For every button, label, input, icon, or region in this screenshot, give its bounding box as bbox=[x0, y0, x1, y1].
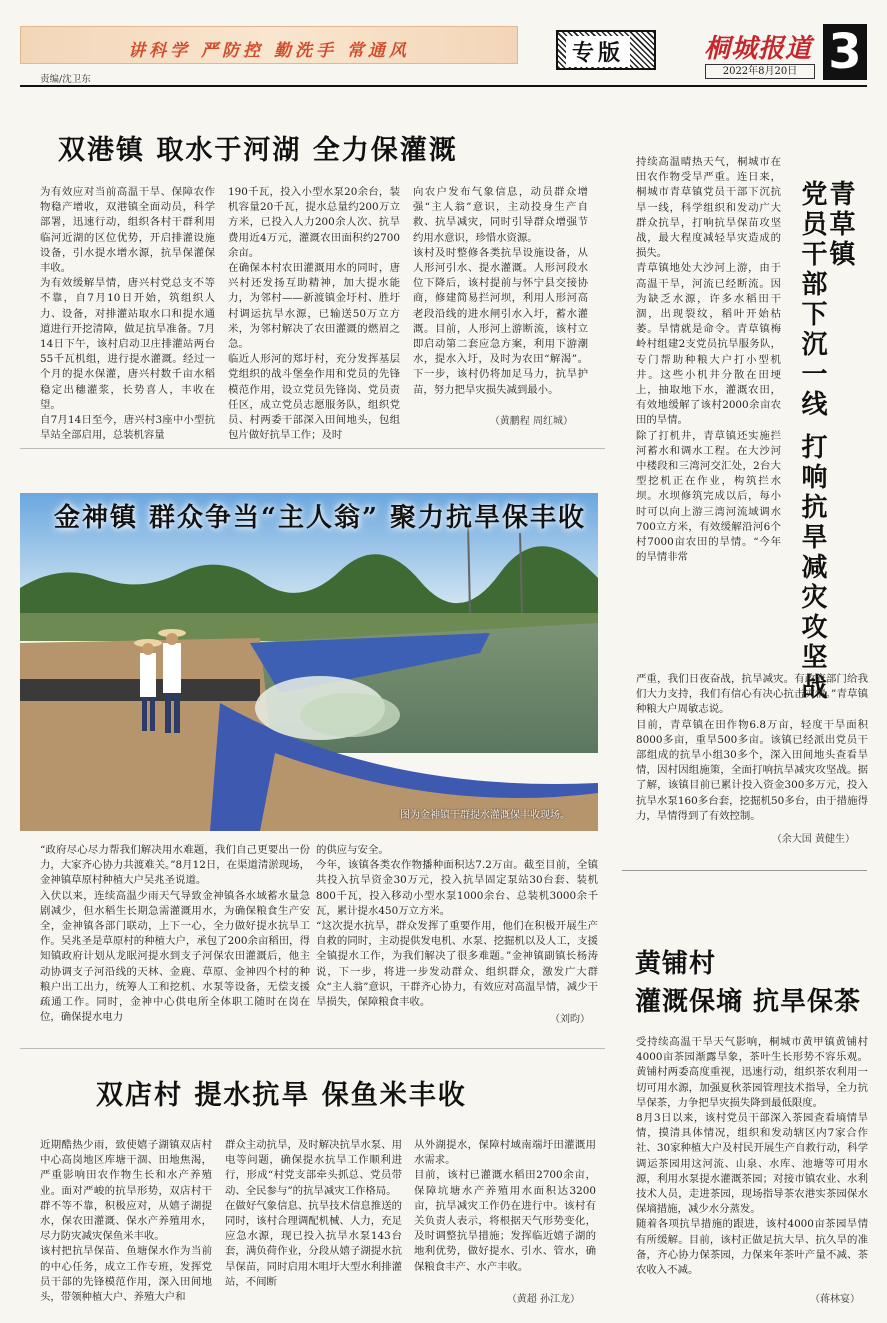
article3-col3: 从外湖提水，保障村域南端圩田灌溉用水需求。 目前，该村已灌溉水稻田2700余亩，保障坑塘水产养殖用水面积达3200亩，抗旱减灾工作仍在进行中。该村有关负责人表示，将根据天气形势变化，及时调整抗旱措施；发挥临近嬉子湖的地利优势，做好提水、引水、管水，确保粮食丰产、水产丰收。 bbox=[414, 1139, 596, 1273]
article5-body: 受持续高温干旱天气影响，桐城市黄甲镇黄铺村4000亩茶园渐露旱象，茶叶生长形势不容乐观。黄铺村两委高度重视，迅速行动，组织茶农利用一切可用水源，加强夏秋茶园管理技术指导，全力抗旱保茶，力争把旱灾损失降到最低限度。 8月3日以来，该村党员干部深入茶园查看墒情旱情，摸清具体情况，组织和发动辖区内7家合作社、30家种植大户及村民开展生产自救行动，科学调运茶园用这河流、山泉、水库、池塘等可用水源，利用水泵提水灌溉茶园；对接市镇农业、水利技术人员，走进茶园，现场指导茶农港实茶园保水保墒措施，减少水分蒸发。 随着各项抗旱措施的跟进，该村4000亩茶园旱情有所缓解。目前，该村正做足抗大旱、抗久旱的准备，齐心协力保茶园，力保来年茶叶产量不减、茶农收入不减。 bbox=[636, 1036, 868, 1277]
article3-credit: （黄超 孙江龙） bbox=[506, 1294, 580, 1305]
issue-date: 2022年8月20日 bbox=[705, 64, 815, 79]
newspaper-logo: 桐城报道 bbox=[704, 34, 813, 64]
article1-credit: （黄鹏程 周红城） bbox=[489, 416, 573, 427]
divider bbox=[20, 1048, 605, 1049]
article4-credit: （余大国 黄健生） bbox=[771, 834, 855, 845]
divider bbox=[622, 870, 867, 871]
article1-headline: 双港镇 取水于河湖 全力保灌溉 bbox=[58, 135, 458, 166]
article2-col2: 的供应与安全。 今年，该镇各类农作物播种面积达7.2万亩。截至目前，全镇共投入抗旱资金30万元，投入抗旱固定泵站30台套、装机800千瓦，投入移动小型水泵1000余台、总装机3000余千瓦，累计提水450万立方米。 “这次提水抗旱，群众发挥了重要作用，他们在积极开展生产自救的同时，主动提供发电机、水泵、挖掘机以及人工，支援全镇提水工作，为我们解决了很多难题。”金神镇副镇长杨涛说，下一步，将进一步发动群众、组织群众，激发广大群众“主人翁”意识，干群齐心协力，有效应对高温旱情，减少干旱损失，保障粮食丰收。 bbox=[316, 844, 598, 1009]
article4-narrow-col: 持续高温晴热天气，桐城市在田农作物受旱严重。连日来，桐城市青草镇党员干部下沉抗旱一线，科学组织和发动广大群众抗旱，打响抗旱保苗攻坚战，最大程度减轻旱灾造成的损失。 青草镇地处大沙河上游，由于高温干旱，河流已经断流。因为缺乏水源，许多水稻田干涸，出现裂纹，稻叶开始枯萎。旱情就是命令。青草镇梅岭村组建2支党员抗旱服务队，专门帮助种粮大户打小型机井。这些小机井分散在田埂上，抽取地下水，灌溉农田，有效地缓解了该村2000余亩农田的旱情。 除了打机井，青草镇还实施拦河蓄水和调水工程。在大沙河中楼段和三湾河交汇处，2台大型挖机正在作业，构筑拦水坝。水坝修筑完成以后，每小时可以向上游三湾河流域调水700立方米，有效缓解沿河6个村7000亩农田的旱情。“今年的旱情非常 bbox=[636, 156, 781, 564]
drought-relief-photo bbox=[20, 493, 598, 831]
article5-headline-line2: 灌溉保墒 抗旱保茶 bbox=[635, 987, 862, 1017]
photo-caption: 图为金神镇干群提水灌溉保丰收现场。 bbox=[400, 810, 570, 821]
article2-credit: （刘昀） bbox=[550, 1014, 590, 1025]
article2-col1: “政府尽心尽力帮我们解决用水难题，我们自己更要出一份力，大家齐心协力共渡难关。”8月12日，在渠道清淤现场，金神镇草原村种植大户吴兆圣说道。 入伏以来，连续高温少雨天气导致金神镇各水域蓄水量急剧减少，但水稻生长期急需灌溉用水，为确保粮食生产安全，金神镇各部门联动，上下一心，全力做好提水抗旱工作。吴兆圣是草原村的种植大户，承包了200余亩稻田，得知镇政府计划从龙眠河提水到支子河保农田灌溉后，他主动协调支子河沿线的天林、金鹿、草原、金神四个村的种粮户出工出力，统筹人工和挖机、水泵等设备，无偿支援疏通工作。同时，金神中心供电所全体职工随时在岗在位，确保提水电力 bbox=[40, 844, 310, 1024]
article1-col1: 为有效应对当前高温干旱、保障农作物稳产增收，双港镇全面动员，科学部署，迅速行动，组织各村干群利用临河近湖的区位优势，开启排灌设施设备，引水提水增水源，抗旱保灌保丰收。 为有效缓解旱情，唐兴村党总支不等不靠，自7月10日开始，筑组织人力、设备，对排灌站取水口和提水通道进行开挖清障，做足抗旱准备。7月14日下午，该村启动卫庄排灌站两台55千瓦机组，进行提水灌溉。经过一个月的提水保灌，唐兴村数千亩水稻稳定出穗灌浆，长势喜人，丰收在望。 自7月14日至今，唐兴村3座中小型抗旱站全部启用，总装机容量 bbox=[40, 186, 215, 442]
section-label bbox=[556, 30, 656, 70]
slogan-banner bbox=[20, 26, 518, 64]
article4-wide-col: 严重，我们日夜奋战，抗旱减灾。有政府部门给我们大力支持，我们有信心有决心抗击灾情。”青草镇种粮大户周敏志说。 目前，青草镇在田作物6.8万亩，轻度干旱面积8000多亩，重旱500多亩。该镇已经派出党员干部组成的抗旱小组30多个，深入田间地头查看旱情，因村因组施策，全面打响抗旱减灾攻坚战。据了解，该镇目前已累计投入资金300多万元，投入抗旱水泵160多台套，挖掘机50多台，由于措施得力，旱情得到了有效控制。 bbox=[636, 673, 868, 822]
article1-col2: 190千瓦，投入小型水泵20余台，装机容量20千瓦，提水总量约200万立方米，已投入人力200余人次、抗旱费用近4万元，灌溉农田面积约2700余亩。 在确保本村农田灌溉用水的同时，唐兴村还发扬互助精神，加大提水能力，为邻村——新渡镇金圩村、胜圩村调运抗旱水源，已输送50万立方米，为邻村解决了农田灌溉的燃眉之急。 临近人形河的郑圩村，充分发挥基层党组织的战斗堡垒作用和党员的先锋模范作用，设立党员先锋岗、党员责任区，成立党员志愿服务队，组织党员、村两委干部深入田间地头，包组包片做好抗旱工作；及时 bbox=[228, 186, 400, 442]
divider bbox=[20, 448, 605, 449]
article5-credit: （蒋林宴） bbox=[810, 1294, 860, 1305]
article3-col1: 近期酷热少雨，致使嬉子湖镇双店村中心高岗地区库塘干涸、田地焦渴，严重影响田农作物生长和水产养殖业。面对严峻的抗旱形势，双店村干群不等不靠，积极应对，从嬉子湖提水，保农田灌溉、保水产养殖用水，尽力防灾减灾保鱼米丰收。 该村把抗旱保苗、鱼塘保水作为当前的中心任务，成立工作专班，发挥党员干部的先锋模范作用，深入田间地头，带领种植大户、养殖大户和 bbox=[40, 1139, 212, 1304]
section-label-text: 专版 bbox=[566, 36, 630, 67]
article3-headline: 双店村 提水抗旱 保鱼米丰收 bbox=[96, 1080, 467, 1111]
article3-col2: 群众主动抗旱，及时解决抗旱水泵、用电等问题，确保提水抗旱工作顺利进行，形成“村党支部牵头抓总、党员带动、全民参与”的抗旱减灾工作格局。 在做好气象信息、抗旱技术信息推送的同时，该村合理调配机械、人力，充足应急水源，现已投入抗旱水泵143台套，满负荷作业，分段从嬉子湖提水抗旱保苗，同时启用木咀圩大型水利排灌站，不间断 bbox=[225, 1139, 402, 1288]
article4-headline-line2: 党员干部下沉一线 打响抗旱减灾攻坚战 bbox=[797, 180, 827, 704]
page-number: 3 bbox=[823, 24, 867, 80]
article5-headline-line1: 黄铺村 bbox=[635, 949, 717, 979]
header-rule bbox=[20, 85, 867, 87]
article4-headline-line1: 青草镇 bbox=[825, 180, 855, 270]
article2-headline: 金神镇 群众争当“主人翁” 聚力抗旱保丰收 bbox=[54, 503, 587, 533]
article1-col3: 向农户发布气象信息，动员群众增强“主人翁”意识，主动投身生产自救、抗旱减灾，同时引导群众增强节约用水意识，珍惜水资源。 该村及时整修各类抗旱设施设备，从人形河引水、提水灌溉。人形河段水位下降后，该村提前与怀宁县交接协商，修建简易拦河坝，利用人形河高老段沿线的进水闸引水入圩，蓄水灌溉。目前，人形河上游断流，该村立即启动第二套应急方案，利用下游潮水，提水入圩，及时为农田“解渴”。下一步，该村仍将加足马力，抗旱护苗，努力把旱灾损失减到最小。 bbox=[413, 186, 588, 396]
editor-credit: 责编/沈卫东 bbox=[40, 74, 91, 85]
slogan-text: 讲科学 严防控 勤洗手 常通风 bbox=[128, 41, 410, 61]
article4-headline bbox=[796, 180, 854, 703]
